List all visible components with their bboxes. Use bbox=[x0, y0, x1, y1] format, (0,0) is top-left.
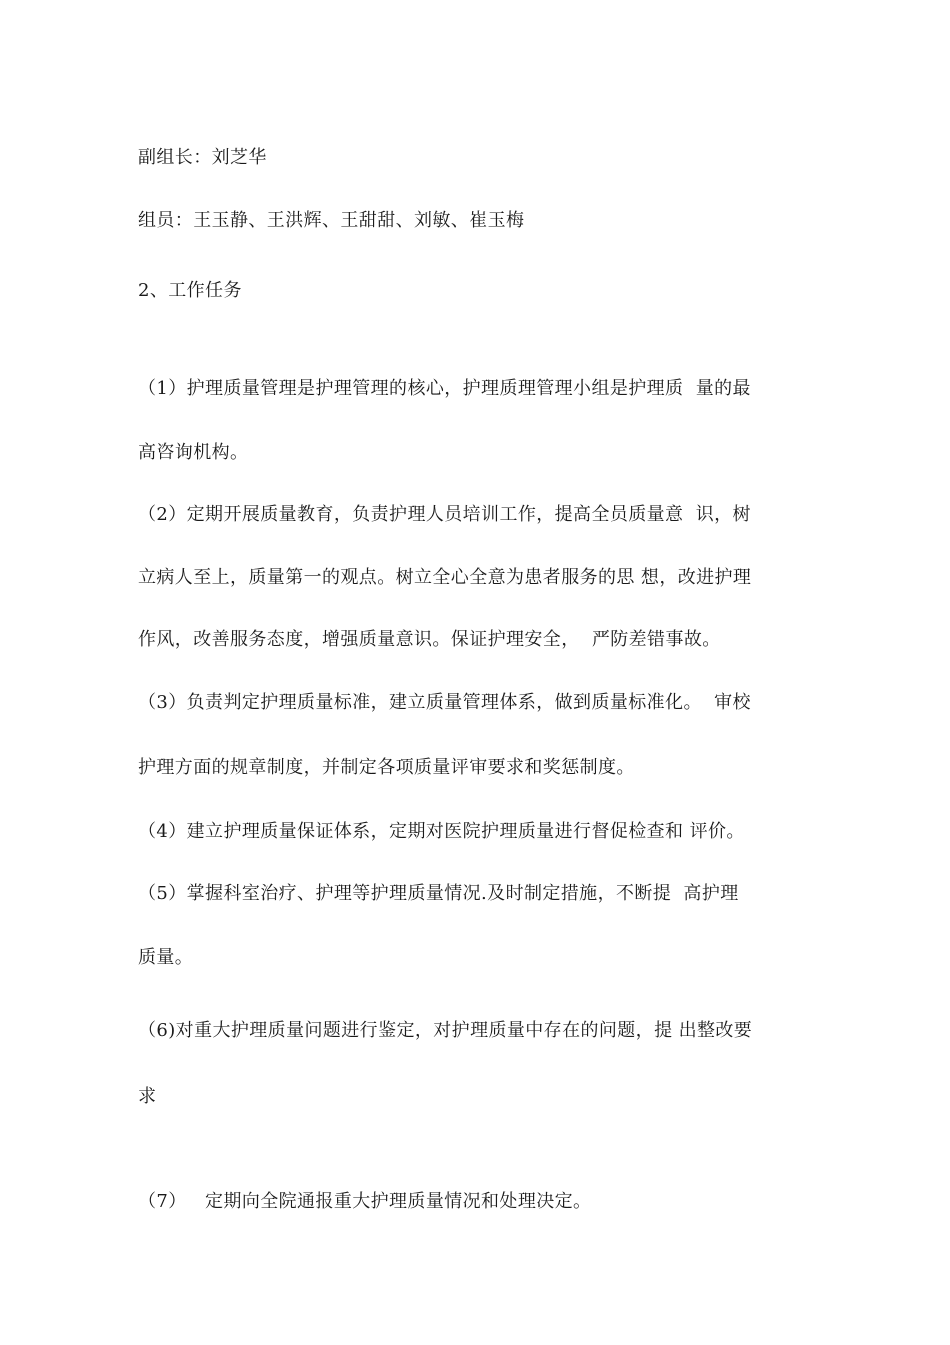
task-7-line-1: （7） 定期向全院通报重大护理质量情况和处理决定。 bbox=[138, 1191, 592, 1212]
task-4-line-1: （4）建立护理质量保证体系，定期对医院护理质量进行督促检查和 评价。 bbox=[138, 821, 745, 842]
task-3-line-2: 护理方面的规章制度，并制定各项质量评审要求和奖惩制度。 bbox=[138, 757, 635, 778]
task-2-line-3: 作风，改善服务态度，增强质量意识。保证护理安全， 严防差错事故。 bbox=[138, 629, 721, 650]
task-5-line-1: （5）掌握科室治疗、护理等护理质量情况.及时制定措施，不断提 高护理 bbox=[138, 883, 739, 904]
task-1-line-2: 高咨询机构。 bbox=[138, 442, 249, 463]
task-6-line-2: 求 bbox=[138, 1086, 157, 1107]
deputy-leader-line: 副组长：刘芝华 bbox=[138, 147, 267, 168]
task-2-line-1: （2）定期开展质量教育，负责护理人员培训工作，提高全员质量意 识，树 bbox=[138, 504, 751, 525]
task-5-line-2: 质量。 bbox=[138, 947, 194, 968]
task-1-line-1: （1）护理质量管理是护理管理的核心，护理质理管理小组是护理质 量的最 bbox=[138, 378, 751, 399]
section-heading-tasks: 2、工作任务 bbox=[138, 280, 242, 301]
members-line: 组员：王玉静、王洪辉、王甜甜、刘敏、崔玉梅 bbox=[138, 210, 525, 231]
task-3-line-1: （3）负责判定护理质量标准，建立质量管理体系，做到质量标准化。 审校 bbox=[138, 692, 751, 713]
task-6-line-1: （6)对重大护理质量问题进行鉴定，对护理质量中存在的问题，提 出整改要 bbox=[138, 1020, 753, 1041]
task-2-line-2: 立病人至上，质量第一的观点。树立全心全意为患者服务的思 想，改进护理 bbox=[138, 567, 752, 588]
